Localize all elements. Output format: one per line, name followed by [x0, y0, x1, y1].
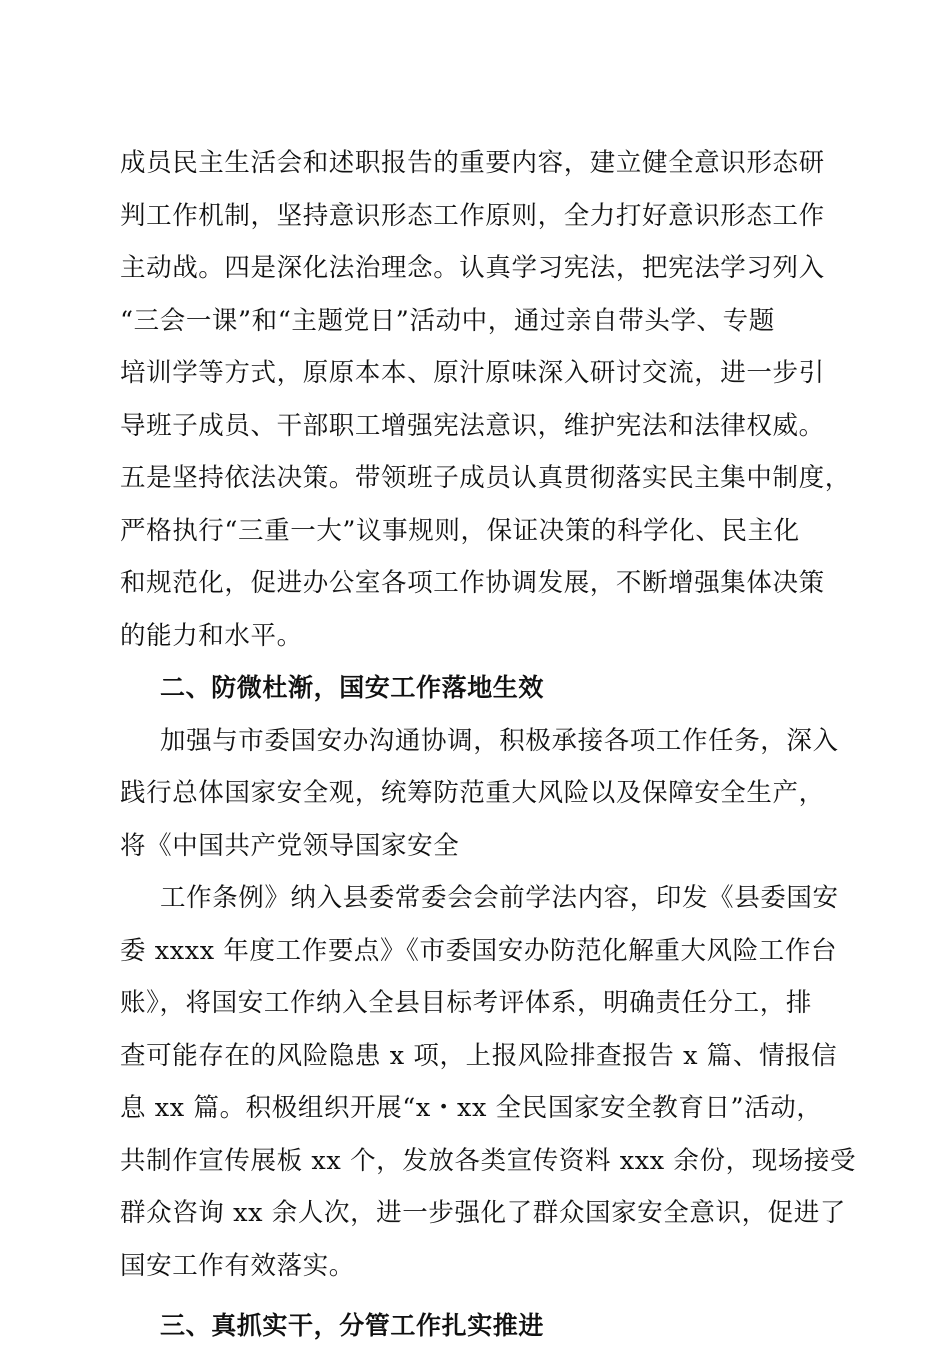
- text-line: 将《中国共产党领导国家安全: [120, 830, 460, 861]
- text-line: 主动战。四是深化法治理念。认真学习宪法，把宪法学习列入: [120, 253, 825, 283]
- section-heading-supervised-work: 三、真抓实干，分管工作扎实推进: [160, 1311, 545, 1340]
- text-line: “三会一课”和“主题党日”活动中，通过亲自带头学、专题: [120, 305, 775, 336]
- text-line: 群众咨询 xx 余人次，进一步强化了群众国家安全意识，促进了: [120, 1198, 846, 1228]
- text-line: 国安工作有效落实。: [120, 1250, 355, 1281]
- text-line: 账》，将国安工作纳入全县目标考评体系，明确责任分工，排: [120, 988, 812, 1018]
- text-line: 息 xx 篇。积极组织开展“x・xx 全民国家安全教育日”活动，: [120, 1093, 823, 1123]
- section-heading-national-security: 二、防微杜渐，国安工作落地生效: [160, 673, 545, 702]
- text-line: 五是坚持依法决策。带领班子成员认真贯彻落实民主集中制度，: [120, 463, 851, 493]
- text-line: 判工作机制，坚持意识形态工作原则，全力打好意识形态工作: [120, 200, 825, 231]
- text-line: 和规范化，促进办公室各项工作协调发展，不断增强集体决策: [120, 568, 825, 598]
- paragraph-national-security-work: [120, 872, 857, 1292]
- paragraph-national-security-coordination: [120, 715, 839, 873]
- text-line: 工作条例》纳入县委常委会会前学法内容，印发《县委国安: [160, 883, 839, 913]
- text-line: 严格执行“三重一大”议事规则，保证决策的科学化、民主化: [120, 515, 800, 546]
- text-line: 共制作宣传展板 xx 个，发放各类宣传资料 xxx 余份，现场接受: [120, 1145, 857, 1176]
- text-line: 培训学等方式，原原本本、原汁原味深入研讨交流，进一步引: [120, 358, 825, 388]
- document-body: [120, 137, 857, 1353]
- text-line: 的能力和水平。: [120, 620, 303, 651]
- text-line: 查可能存在的风险隐患 x 项，上报风险排查报告 x 篇、情报信: [120, 1040, 838, 1071]
- text-line: 成员民主生活会和述职报告的重要内容，建立健全意识形态研: [120, 148, 825, 178]
- text-line: 践行总体国家安全观，统筹防范重大风险以及保障安全生产，: [120, 778, 825, 808]
- text-line: 委 xxxx 年度工作要点》《市委国安办防范化解重大风险工作台: [120, 935, 838, 966]
- paragraph-ideology-rule-of-law: [120, 137, 851, 662]
- text-line: 导班子成员、干部职工增强宪法意识，维护宪法和法律权威。: [120, 410, 825, 441]
- text-line: 加强与市委国安办沟通协调，积极承接各项工作任务，深入: [160, 725, 839, 756]
